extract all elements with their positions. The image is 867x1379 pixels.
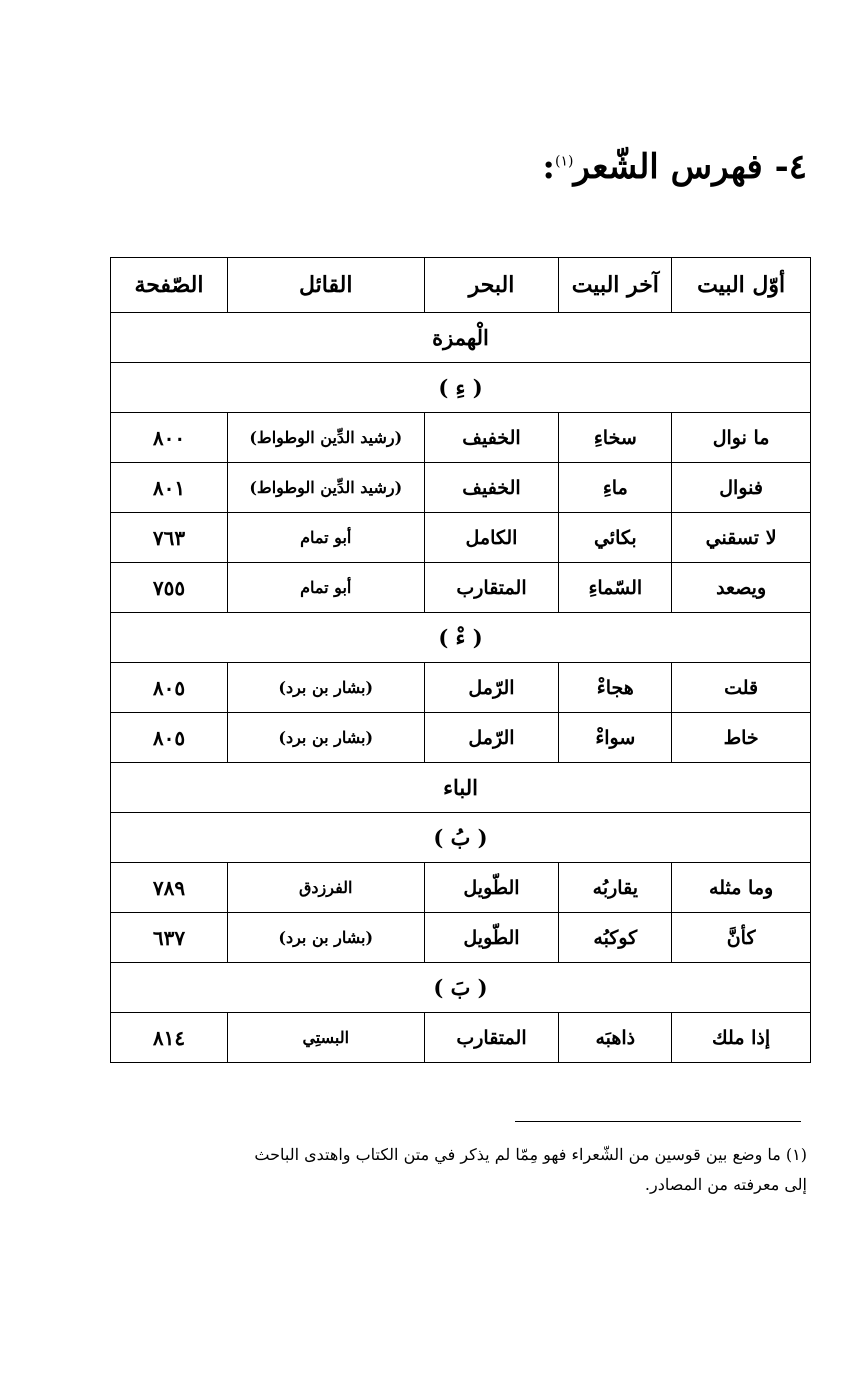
header-last-verse: آخر البيت — [559, 258, 672, 313]
cell-first-verse: لا تسقني — [672, 513, 811, 563]
subsection-ba-fatha: ( بَ ) — [111, 963, 811, 1013]
cell-last-verse: ماءِ — [559, 463, 672, 513]
table-row — [111, 463, 811, 513]
cell-last-verse: سواءْ — [559, 713, 672, 763]
subsection-row — [111, 813, 811, 863]
subsection-hamza-kasra: ( ءِ ) — [111, 363, 811, 413]
cell-page: ٧٥٥ — [111, 563, 228, 613]
cell-sayer: (بشار بن برد) — [227, 713, 424, 763]
subsection-row — [111, 613, 811, 663]
cell-first-verse: وما مثله — [672, 863, 811, 913]
cell-last-verse: هجاءْ — [559, 663, 672, 713]
footnote-line-2: إلى معرفته من المصادر. — [644, 1175, 807, 1195]
cell-meter: المتقارب — [424, 1013, 559, 1063]
page-title — [542, 147, 807, 187]
cell-sayer: الفرزدق — [227, 863, 424, 913]
cell-meter: الخفيف — [424, 413, 559, 463]
cell-sayer: (رشيد الدِّين الوطواط) — [227, 463, 424, 513]
table-row — [111, 863, 811, 913]
cell-first-verse: كأنَّ — [672, 913, 811, 963]
cell-last-verse: ذاهبَه — [559, 1013, 672, 1063]
cell-first-verse: إذا ملك — [672, 1013, 811, 1063]
cell-page: ٨٠٠ — [111, 413, 228, 463]
cell-last-verse: السّماءِ — [559, 563, 672, 613]
cell-meter: الرّمل — [424, 713, 559, 763]
subsection-row — [111, 363, 811, 413]
cell-meter: المتقارب — [424, 563, 559, 613]
cell-last-verse: سخاءِ — [559, 413, 672, 463]
cell-page: ٨٠٥ — [111, 663, 228, 713]
cell-last-verse: بكائي — [559, 513, 672, 563]
cell-meter: الخفيف — [424, 463, 559, 513]
table-row — [111, 563, 811, 613]
header-meter: البحر — [424, 258, 559, 313]
header-page: الصّفحة — [111, 258, 228, 313]
table-row — [111, 413, 811, 463]
cell-sayer: (بشار بن برد) — [227, 663, 424, 713]
poetry-index-table — [110, 257, 811, 1063]
cell-page: ٨٠٥ — [111, 713, 228, 763]
cell-page: ٦٣٧ — [111, 913, 228, 963]
cell-meter: الرّمل — [424, 663, 559, 713]
cell-first-verse: ما نوال — [672, 413, 811, 463]
cell-page: ٧٦٣ — [111, 513, 228, 563]
cell-last-verse: كوكبُه — [559, 913, 672, 963]
footnote — [107, 1140, 807, 1201]
cell-first-verse: فنوال — [672, 463, 811, 513]
header-first-verse: أوّل البيت — [672, 258, 811, 313]
table-row — [111, 1013, 811, 1063]
table-row — [111, 713, 811, 763]
table-row — [111, 663, 811, 713]
cell-page: ٧٨٩ — [111, 863, 228, 913]
section-ba: الباء — [111, 763, 811, 813]
cell-sayer: (بشار بن برد) — [227, 913, 424, 963]
cell-sayer: البستِي — [227, 1013, 424, 1063]
subsection-hamza-sukun: ( ءْ ) — [111, 613, 811, 663]
footnote-line-1: (١) ما وضع بين قوسين من الشّعراء فهو مِمّا لم يذكر في متن الكتاب واهتدى الباحث — [254, 1145, 807, 1164]
subsection-row — [111, 963, 811, 1013]
title-colon: : — [542, 147, 555, 187]
header-sayer: القائل — [227, 258, 424, 313]
cell-first-verse: ويصعد — [672, 563, 811, 613]
cell-first-verse: خاط — [672, 713, 811, 763]
cell-meter: الطّويل — [424, 913, 559, 963]
section-row — [111, 313, 811, 363]
cell-first-verse: قلت — [672, 663, 811, 713]
section-row — [111, 763, 811, 813]
title-text: ٤- فهرس الشّعر — [573, 147, 807, 187]
table-row — [111, 913, 811, 963]
cell-meter: الطّويل — [424, 863, 559, 913]
cell-page: ٨٠١ — [111, 463, 228, 513]
cell-last-verse: يقاربُه — [559, 863, 672, 913]
cell-page: ٨١٤ — [111, 1013, 228, 1063]
footnote-separator — [515, 1121, 801, 1122]
table-row — [111, 513, 811, 563]
title-footnote-ref: (١) — [554, 153, 574, 170]
header-row — [111, 258, 811, 313]
cell-sayer: أبو تمام — [227, 513, 424, 563]
subsection-ba-damma: ( بُ ) — [111, 813, 811, 863]
section-hamza: الْهمزة — [111, 313, 811, 363]
cell-sayer: أبو تمام — [227, 563, 424, 613]
cell-meter: الكامل — [424, 513, 559, 563]
cell-sayer: (رشيد الدِّين الوطواط) — [227, 413, 424, 463]
